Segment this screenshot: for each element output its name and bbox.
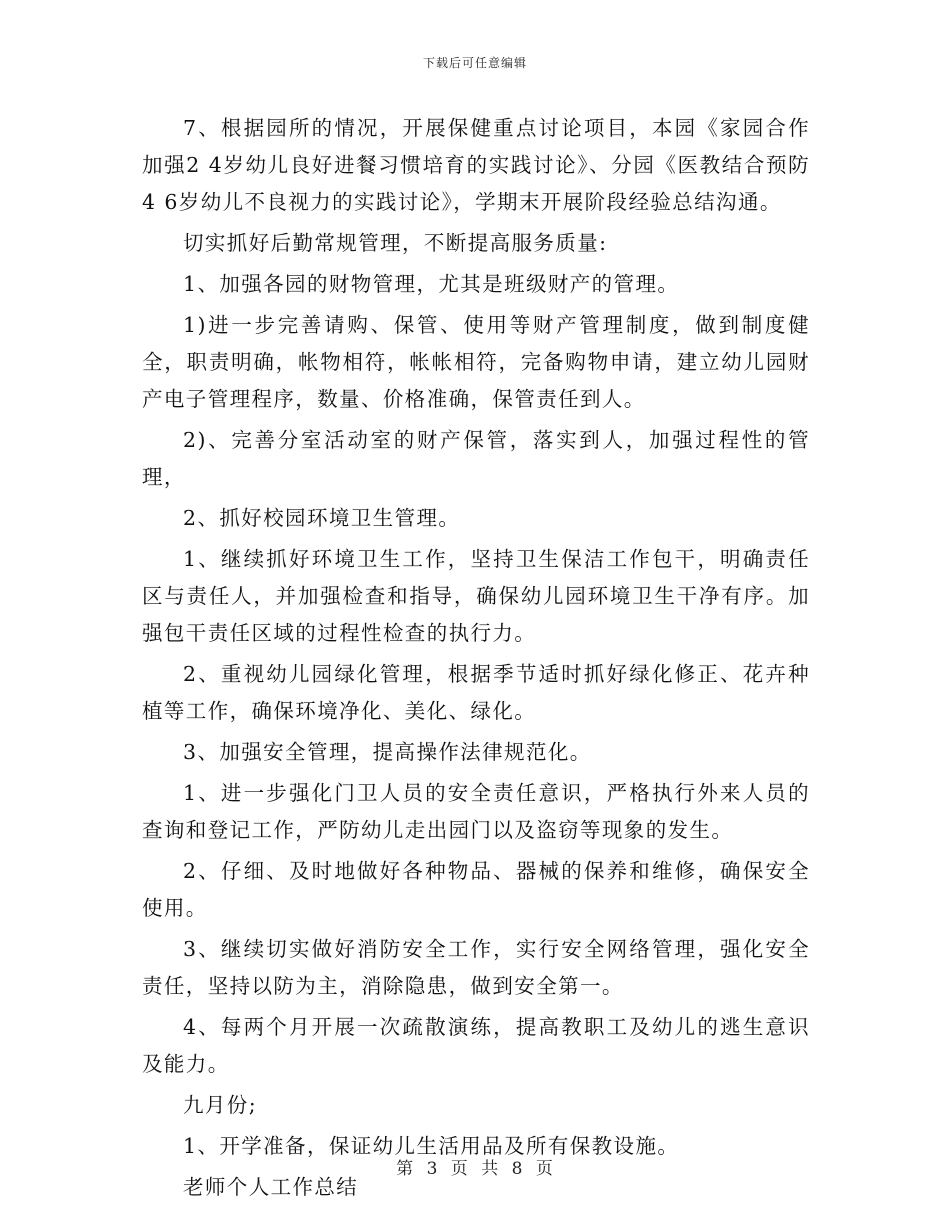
paragraph: 1、开学准备，保证幼儿生活用品及所有保教设施。: [183, 1134, 680, 1158]
paragraph: 3、加强安全管理，提高操作法律规范化。: [183, 740, 592, 764]
paragraph: 切实抓好后勤常规管理，不断提高服务质量:: [183, 231, 608, 255]
paragraph: 1)进一步完善请购、保管、使用等财产管理制度，做到制度健全，职责明确，帐物相符，帐帐相符，完备购物申请，建立幼儿园财产电子管理程序，数量、价格准确，保管责任到人。: [142, 313, 810, 411]
header-note: 下载后可任意编辑: [422, 56, 527, 70]
paragraph: 1、加强各园的财物管理，尤其是班级财产的管理。: [183, 272, 680, 296]
paragraph: 老师个人工作总结: [183, 1175, 359, 1199]
paragraph: 2、仔细、及时地做好各种物品、器械的保养和维修，确保安全使用。: [142, 859, 810, 920]
paragraph: 2)、完善分室活动室的财产保管，落实到人，加强过程性的管理，: [142, 428, 810, 489]
document-body: [142, 110, 810, 1210]
paragraph: 2、抓好校园环境卫生管理。: [183, 506, 461, 530]
paragraph: 1、继续抓好环境卫生工作，坚持卫生保洁工作包干，明确责任区与责任人，并加强检查和指导，确保幼儿园环境卫生干净有序。加强包干责任区域的过程性检查的执行力。: [142, 547, 810, 645]
paragraph: 4、每两个月开展一次疏散演练，提高教职工及幼儿的逃生意识及能力。: [142, 1015, 810, 1076]
page-footer: 第 3 页 共 8 页: [396, 1159, 554, 1179]
paragraph: 3、继续切实做好消防安全工作，实行安全网络管理，强化安全责任，坚持以防为主，消除隐患，做到安全第一。: [142, 937, 810, 998]
paragraph: 2、重视幼儿园绿化管理，根据季节适时抓好绿化修正、花卉种植等工作，确保环境净化、美化、绿化。: [142, 662, 810, 723]
paragraph: 1、进一步强化门卫人员的安全责任意识，严格执行外来人员的查询和登记工作，严防幼儿走出园门以及盗窃等现象的发生。: [142, 781, 810, 842]
paragraph: 7、根据园所的情况，开展保健重点讨论项目，本园《家园合作加强2 4岁幼儿良好进餐习惯培育的实践讨论》、分园《医教结合预防4 6岁幼儿不良视力的实践讨论》，学期末开展阶段经验总结沟通。: [142, 116, 810, 214]
paragraph: 九月份;: [183, 1093, 258, 1117]
